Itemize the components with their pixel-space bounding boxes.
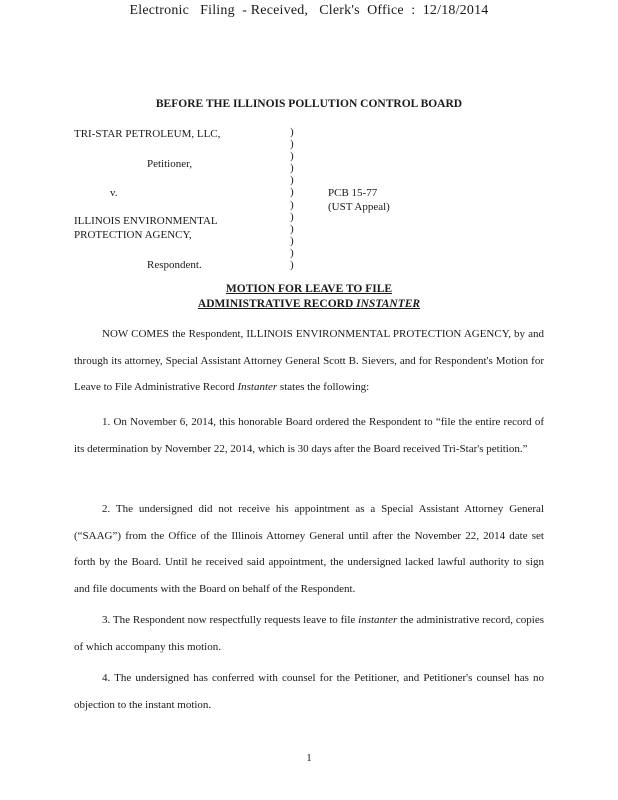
petitioner-name: TRI-STAR PETROLEUM, LLC, (74, 128, 221, 140)
caption-paren: ) (290, 126, 294, 138)
paragraph-3-text-a: 3. The Respondent now respectfully requests leave to file (102, 614, 359, 626)
intro-text-a: NOW COMES the Respondent, ILLINOIS ENVIRONMENTAL PROTECTION AGENCY, by and through its attorney, Special Assistant Attorney General Scott B. Sievers, and for Respondent's Motion for Leave to File Administrative Record (74, 328, 544, 393)
motion-title-italic: INSTANTER (356, 298, 421, 310)
board-heading: BEFORE THE ILLINOIS POLLUTION CONTROL BOARD (155, 98, 463, 110)
paragraph-4: 4. The undersigned has conferred with counsel for the Petitioner, and Petitioner's counsel has no objection to the instant motion. (74, 672, 544, 711)
caption-paren: ) (290, 246, 294, 259)
motion-title-prefix: ADMINISTRATIVE RECORD (197, 298, 357, 310)
caption-parentheses (290, 126, 294, 271)
respondent-name-line2: PROTECTION AGENCY, (74, 229, 192, 241)
respondent-role: Respondent. (147, 259, 202, 271)
caption-paren: ) (290, 162, 294, 175)
paragraph-1: 1. On November 6, 2014, this honorable Board ordered the Respondent to “file the entire record of its determination by November 22, 2014, which is 30 days after the Board received Tri-Star's petition.” (74, 416, 544, 455)
caption-paren: ) (290, 222, 294, 235)
motion-title-line2 (0, 298, 618, 310)
caption-paren: ) (290, 259, 294, 272)
caption-paren: ) (290, 198, 294, 211)
caption-paren: ) (290, 234, 294, 247)
electronic-filing-stamp: Electronic Filing - Received, Clerk's Office : 12/18/2014 (129, 3, 489, 18)
paragraph-3-italic: instanter (358, 614, 398, 626)
versus-label: v. (110, 187, 118, 199)
caption-paren: ) (290, 210, 294, 223)
page-number: 1 (306, 752, 312, 764)
caption-paren: ) (290, 150, 294, 163)
intro-paragraph (74, 321, 544, 401)
caption-paren: ) (290, 138, 294, 151)
case-number: PCB 15-77 (328, 187, 378, 199)
intro-text-b: states the following: (277, 381, 370, 393)
petitioner-role: Petitioner, (147, 158, 193, 170)
paragraph-2: 2. The undersigned did not receive his appointment as a Special Assistant Attorney General (“SAAG”) from the Office of the Illinois Attorney General until after the November 22, 2014 date set forth by the Board. Until he received said appointment, the undersigned lacked lawful authority to sign and file documents with the Board on behalf of the Respondent. (74, 503, 544, 595)
caption-paren: ) (290, 186, 294, 199)
intro-italic: Instanter (237, 381, 278, 393)
paragraph-3-text-b: the administrative record, copies of which accompany this motion. (74, 614, 545, 653)
case-type: (UST Appeal) (328, 201, 390, 213)
motion-title-line1: MOTION FOR LEAVE TO FILE (225, 283, 393, 295)
respondent-name-line1: ILLINOIS ENVIRONMENTAL (74, 215, 218, 227)
paragraph-3 (74, 607, 544, 660)
caption-paren: ) (290, 174, 294, 187)
